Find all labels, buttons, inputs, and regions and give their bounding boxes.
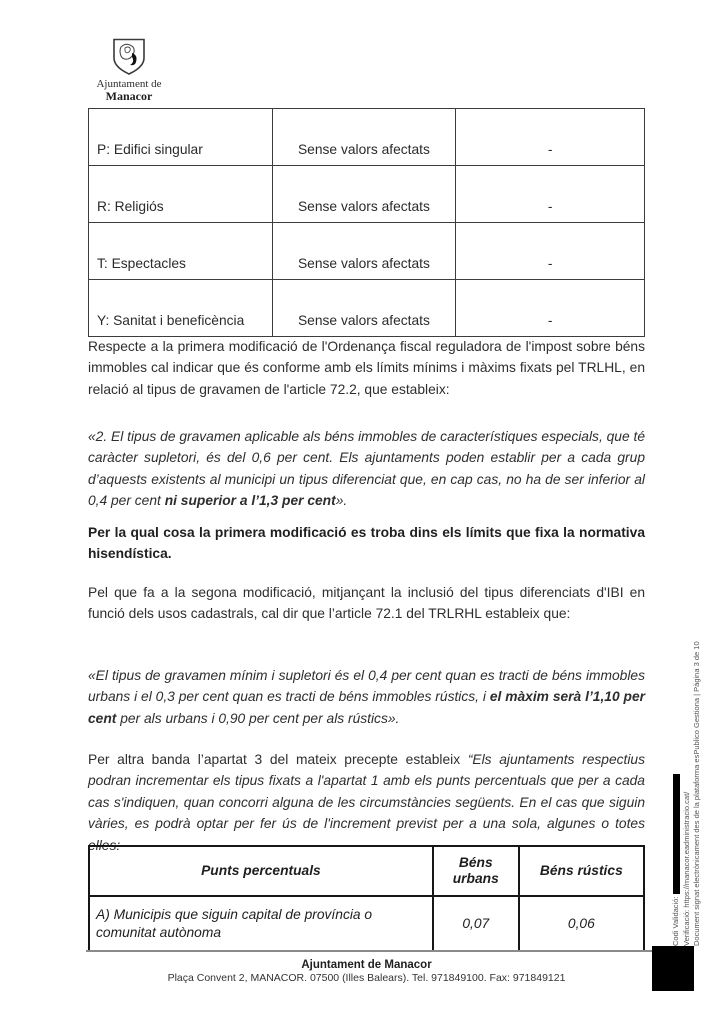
rate-cell: - [456,223,645,280]
values-cell: Sense valors afectats [272,223,456,280]
type-cell: T: Espectacles [89,223,273,280]
table-header-row [89,846,644,896]
footer-divider [86,950,652,952]
quote-text: “Els ajuntaments respectius podran incrementar els tipus fixats a l'apartat 1 amb els punts percentuals que per a cada cas s'indiquen, quan concorri alguna de les circumstàncies següents. En el cas que siguin vàries, es podrà optar per fer ús de l'increment previst per a una sola, algunes o totes elles: [88,751,645,853]
paragraph-apartat-3 [88,749,645,857]
quote-close: ». [335,493,348,509]
paragraph-quote-article-72-2 [88,426,645,512]
validation-code-label: Codi Validació: [671,896,680,946]
logo-org-name-line1: Ajuntament de [96,78,162,90]
type-cell: Y: Sanitat i beneficència [89,280,273,337]
quote-close: per als urbans i 0,90 per cent per als rústics». [116,710,400,726]
verification-url-line: Verificació: https://manacor.eadministracio.cat/ [681,791,691,946]
type-cell: R: Religiós [89,166,273,223]
paragraph-quote-article-72-1 [88,665,645,730]
values-cell: Sense valors afectats [272,109,456,166]
logo-org-name-line2: Manacor [105,89,153,103]
logo [88,38,170,104]
paragraph-intro-first-modification: Respecte a la primera modificació de l'Ordenança fiscal reguladora de l'impost sobre béns immobles cal indicar que és conforme amb els límits mínims i màxims fixats pel TRLHL, en relació al tipus de gravamen de l'article 72.2, que estableix: [88,338,645,397]
signature-platform-line: Document signat electrònicament des de la plataforma esPublico Gestiona | Pàgina 3 de 10 [692,641,701,946]
quote-text: «2. El tipus de gravamen aplicable als béns immobles de característiques especials, que té caràcter supletori, és del 0,6 per cent. Els ajuntaments poden establir per a cada grup d’aquests existents al municipi un tipus diferenciat que, en cap cas, no ha de ser inferior al 0,4 per cent [88,428,645,509]
coat-of-arms-icon [111,38,147,76]
urban-value-cell: 0,07 [433,896,519,951]
quote-text: «El tipus de gravamen mínim i supletori és el 0,4 per cent quan es tracti de béns immobles urbans i el 0,3 per cent quan es tracti de béns immobles rústics, i [88,667,645,705]
cadastral-types-table [88,108,645,337]
paragraph-intro-second-modification: Pel que fa a la segona modificació, mitjançant la inclusió del tipus diferenciats d'IBI en funció dels usos cadastrals, cal dir que l’article 72.1 del TRLRHL estableix que: [88,584,645,622]
table-row [89,896,644,951]
type-cell: P: Edifici singular [89,109,273,166]
rate-cell: - [456,109,645,166]
verification-sidebar [671,601,703,946]
criterion-cell: A) Municipis que siguin capital de província o comunitat autònoma [89,896,433,951]
footer-address: Plaça Convent 2, MANACOR. 07500 (Illes Balears). Tel. 971849100. Fax: 971849121 [167,972,566,984]
values-cell: Sense valors afectats [272,166,456,223]
lead-text: Per altra banda l’apartat 3 del mateix precepte estableix [88,751,468,767]
rate-cell: - [456,166,645,223]
header-bens-rustics: Béns rústics [519,846,644,896]
table-row [89,109,645,166]
quote-bold-text: el màxim serà l’1,10 per cent [88,689,645,726]
header-punts-percentuals: Punts percentuals [89,846,433,896]
validation-code-line [671,601,682,946]
paragraph-conclusion-first-modification: Per la qual cosa la primera modificació es troba dins els límits que fixa la normativa hisendística. [88,524,645,562]
table-row [89,280,645,337]
table-row [89,223,645,280]
validation-code-redaction [673,774,680,894]
table-row [89,166,645,223]
percentage-points-table [88,845,645,951]
footer-org-name: Ajuntament de Manacor [301,959,432,971]
rustic-value-cell: 0,06 [519,896,644,951]
quote-bold-text: ni superior a l’1,3 per cent [164,493,336,509]
header-bens-urbans: Béns urbans [433,846,519,896]
corner-black-mark [652,946,694,991]
page-footer [88,959,645,985]
rate-cell: - [456,280,645,337]
values-cell: Sense valors afectats [272,280,456,337]
